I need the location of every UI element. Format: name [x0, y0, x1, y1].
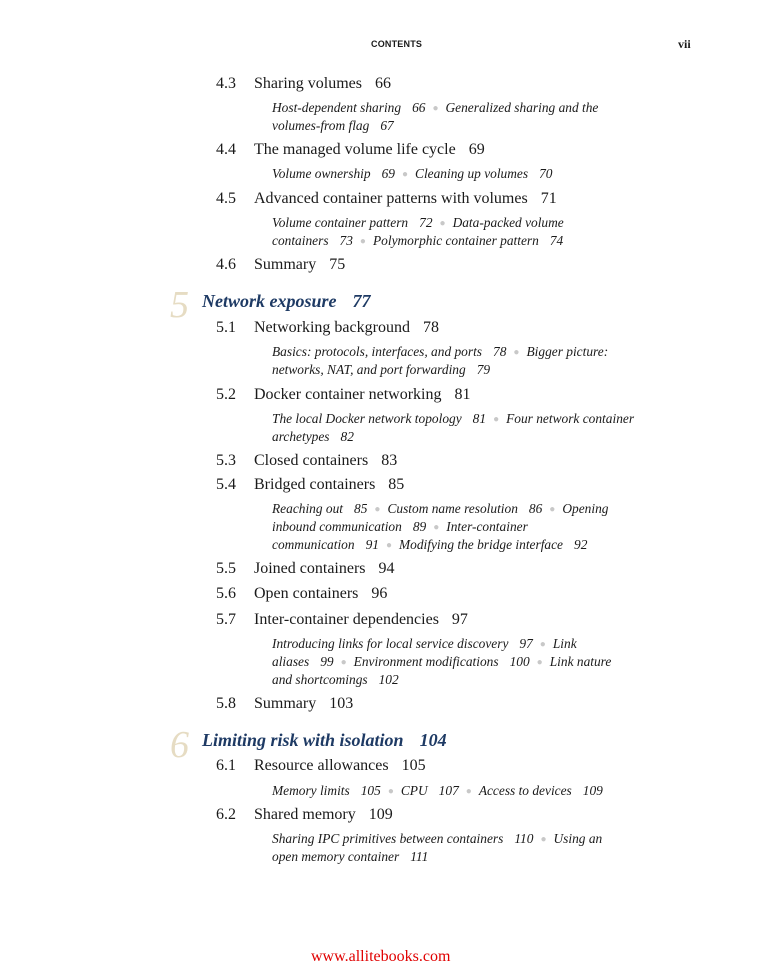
section-title: Shared memory 109 [254, 806, 393, 823]
chapter-page: 77 [352, 291, 371, 311]
section-number: 5.2 [216, 386, 236, 403]
subtopic-list: Volume ownership 69 ● Cleaning up volumes 70 [272, 166, 553, 181]
section-number: 5.6 [216, 585, 236, 602]
bullet-separator: ● [539, 639, 546, 650]
bullet-separator: ● [432, 103, 439, 114]
section-page: 83 [381, 452, 398, 469]
section-page: 66 [375, 75, 391, 92]
subtopic-list: Reaching out 85 ● Custom name resolution 86 ● Opening inbound communication 89 ● Inter-container communication 91 ● Modifying the bridge interface 92 [272, 501, 609, 552]
subtopic-list: Memory limits 105 ● CPU 107 ● Access to devices 109 [272, 783, 603, 798]
section-number: 4.5 [216, 190, 236, 207]
bullet-separator: ● [385, 540, 392, 551]
chapter-number: 6 [170, 724, 189, 766]
page-number: vii [678, 37, 691, 51]
subtopic-list: Sharing IPC primitives between containers 110 ● Using an open memory container 111 [272, 831, 603, 864]
chapter-page: 104 [419, 730, 447, 750]
subtopic-list: Host-dependent sharing 66 ● Generalized sharing and the volumes-from flag 67 [272, 100, 599, 133]
section-page: 105 [401, 757, 426, 774]
bullet-separator: ● [340, 657, 347, 668]
section-page: 96 [371, 585, 388, 602]
bullet-separator: ● [513, 347, 520, 358]
section-page: 71 [540, 190, 557, 207]
section-title: Closed containers 83 [254, 452, 398, 469]
section-number: 5.1 [216, 319, 236, 336]
section-page: 78 [422, 319, 439, 336]
section-number: 5.7 [216, 611, 236, 628]
bullet-separator: ● [465, 786, 472, 797]
bullet-separator: ● [493, 414, 500, 425]
section-page: 103 [329, 695, 354, 712]
section-title: Bridged containers 85 [254, 476, 405, 493]
section-page: 109 [368, 806, 393, 823]
section-number: 5.3 [216, 452, 236, 469]
section-title: Open containers 96 [254, 585, 388, 602]
subtopic-list: Volume container pattern 72 ● Data-packed volume containers 73 ● Polymorphic container pattern 74 [272, 215, 564, 248]
chapter-title: Network exposure 77 [202, 291, 371, 311]
bullet-separator: ● [536, 657, 543, 668]
bullet-separator: ● [433, 522, 440, 533]
section-page: 97 [451, 611, 468, 628]
section-number: 5.4 [216, 476, 236, 493]
section-number: 4.3 [216, 75, 236, 92]
bullet-separator: ● [374, 504, 381, 515]
bullet-separator: ● [540, 834, 547, 845]
section-number: 4.6 [216, 256, 236, 273]
bullet-separator: ● [549, 504, 556, 515]
running-header: CONTENTS [371, 39, 423, 49]
chapter-title: Limiting risk with isolation 104 [202, 730, 447, 750]
section-number: 4.4 [216, 141, 236, 158]
section-title: Joined containers 94 [254, 560, 395, 577]
section-title: Summary 103 [254, 695, 354, 712]
section-page: 81 [454, 386, 471, 403]
section-title: Sharing volumes 66 [254, 75, 391, 92]
chapter-number: 5 [170, 284, 189, 326]
section-title: Docker container networking 81 [254, 386, 471, 403]
section-page: 69 [468, 141, 485, 158]
bullet-separator: ● [387, 786, 394, 797]
section-number: 5.5 [216, 560, 236, 577]
bullet-separator: ● [439, 218, 446, 229]
section-page: 85 [388, 476, 405, 493]
subtopic-list: Introducing links for local service discovery 97 ● Link aliases 99 ● Environment modifications 100 ● Link nature and shortcomings 102 [272, 636, 612, 687]
section-title: Resource allowances 105 [254, 757, 426, 774]
section-title: Networking background 78 [254, 319, 439, 336]
subtopic-list: Basics: protocols, interfaces, and ports 78 ● Bigger picture: networks, NAT, and port forwarding 79 [272, 344, 609, 377]
section-page: 94 [378, 560, 395, 577]
section-title: Inter-container dependencies 97 [254, 611, 468, 628]
section-number: 6.2 [216, 806, 236, 823]
bullet-separator: ● [401, 169, 409, 180]
section-title: Advanced container patterns with volumes 71 [254, 190, 557, 207]
section-number: 6.1 [216, 757, 236, 774]
section-title: The managed volume life cycle 69 [254, 141, 485, 158]
subtopic-list: The local Docker network topology 81 ● Four network container archetypes 82 [272, 411, 635, 444]
section-page: 75 [329, 256, 346, 273]
footer-url-link[interactable]: www.allitebooks.com [311, 948, 451, 965]
section-title: Summary 75 [254, 256, 346, 273]
section-number: 5.8 [216, 695, 236, 712]
bullet-separator: ● [359, 236, 366, 247]
